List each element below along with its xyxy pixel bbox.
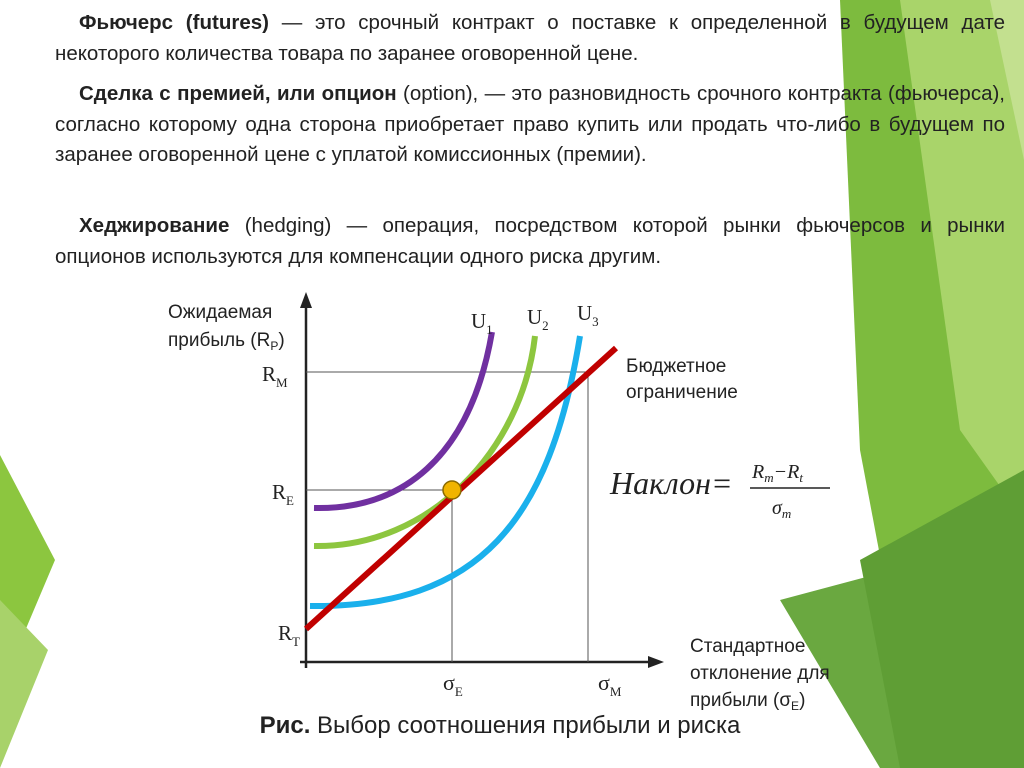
term-hedging: Хеджирование	[79, 214, 230, 237]
u3-label: $U_3$	[577, 301, 599, 329]
x-axis-label-line3: прибыли $(\sigma_E)$	[690, 690, 806, 713]
term-option: Сделка с премией, или опцион	[79, 82, 397, 105]
u1-label: $U_1$	[471, 309, 493, 337]
caption-prefix: Рис.	[259, 712, 311, 739]
budget-label-line2: ограничение	[626, 382, 738, 403]
y-axis-label-line2: прибыль $(R_P)$	[168, 330, 285, 353]
slope-numerator: $R_m-R_t$	[752, 461, 803, 485]
term-futures: Фьючерс (futures)	[79, 11, 269, 34]
re-label: $R_E$	[272, 480, 294, 508]
x-axis-label-line2: отклонение для	[690, 663, 830, 684]
slope-word: Наклон=	[610, 465, 733, 501]
curve-u2	[314, 336, 535, 546]
definition-option: (option), — это разновидность срочного контракта (фьючерса), согласно которому одна сторона приобретает право купить или продать что-либо в будущем по заранее оговоренной цене с уплатой комиссионных (премии).	[55, 82, 1005, 166]
sigma-m-label: $\sigma_M$	[598, 670, 622, 699]
budget-label-line1: Бюджетное	[626, 356, 727, 377]
rt-label: $R_T$	[278, 621, 300, 649]
definition-futures: — это срочный контракт о поставке к определенной в будущем дате некоторого количества товара по заранее оговоренной цене.	[55, 11, 1005, 65]
curve-u3	[310, 336, 580, 606]
figure-caption	[0, 712, 1000, 740]
y-axis-arrow	[300, 292, 312, 308]
definition-hedging: (hedging) — операция, посредством которой рынки фьючерсов и рынки опционов используются для компенсации одного риска другим.	[55, 214, 1005, 268]
x-axis-arrow	[648, 656, 664, 668]
caption-text: Выбор соотношения прибыли и риска	[310, 712, 741, 739]
equilibrium-point	[443, 481, 461, 499]
y-axis-label-line1: Ожидаемая	[168, 302, 273, 323]
u2-label: $U_2$	[527, 305, 549, 333]
rm-label: $R_M$	[262, 362, 288, 390]
x-axis-label-line1: Стандартное	[690, 636, 806, 657]
sigma-e-label: $\sigma_E$	[443, 670, 463, 699]
slope-denominator: $\sigma_m$	[772, 497, 792, 521]
